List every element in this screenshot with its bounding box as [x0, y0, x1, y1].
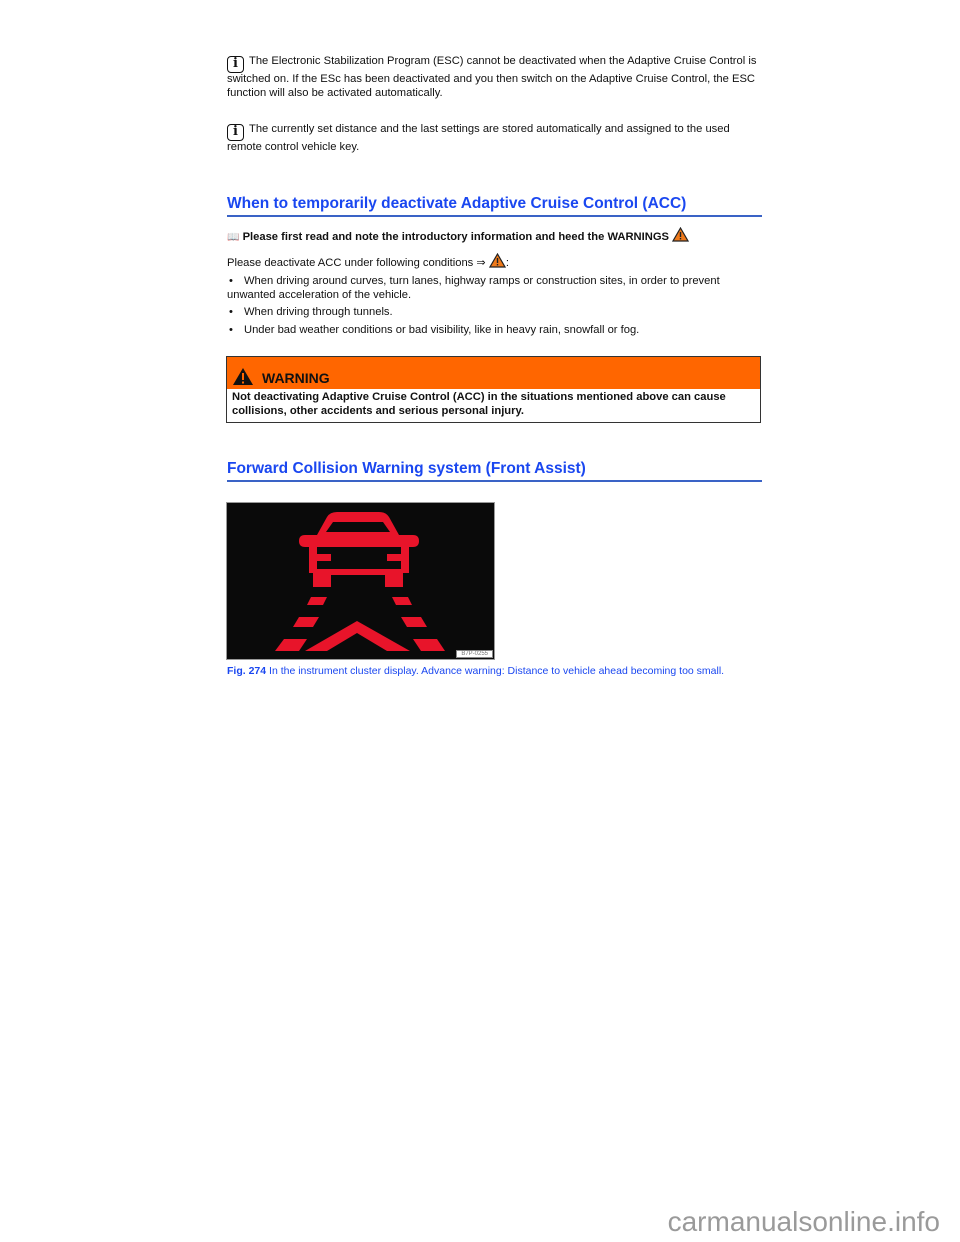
lane-dash: [392, 597, 412, 605]
car-roof: [317, 512, 399, 535]
list-item: • When driving through tunnels.: [227, 306, 762, 320]
note-text: The Electronic Stabilization Program (ESC) cannot be deactivated when the Adaptive Cruise Control is switched on. If the ESc has been deactivated and you then switch on the Adaptive Cruise Control, the ESC function will also be activated automatically.: [227, 55, 757, 99]
lane-dash: [293, 617, 319, 627]
lead-suffix: :: [505, 257, 509, 269]
note-text: The currently set distance and the last settings are stored automatically and assigned to the used remote control vehicle key.: [227, 123, 730, 153]
warning-triangle-icon[interactable]: [489, 253, 506, 268]
bullet-text: Under bad weather conditions or bad visibility, like in heavy rain, snowfall or fog.: [244, 324, 640, 336]
section-heading: When to temporarily deactivate Adaptive Cruise Control (ACC): [227, 195, 762, 217]
warning-box: [226, 356, 761, 423]
figure-label: Fig. 274: [227, 665, 267, 677]
lead-text: Please deactivate ACC under following conditions ⇒: [227, 257, 486, 269]
intro-line: [227, 227, 762, 245]
bullet-text: When driving through tunnels.: [244, 306, 393, 318]
lane-dash: [401, 617, 427, 627]
section-heading: Forward Collision Warning system (Front Assist): [227, 460, 762, 482]
car-body: [299, 535, 419, 587]
lane-dash: [413, 639, 445, 651]
info-note: [227, 55, 762, 100]
warning-text: Not deactivating Adaptive Cruise Control (ACC) in the situations mentioned above can cause collisions, other accidents and serious personal injury.: [232, 391, 726, 417]
warning-title: WARNING: [262, 370, 330, 386]
warning-header: [227, 357, 760, 389]
list-item: • When driving around curves, turn lanes, highway ramps or construction sites, in order to prevent unwanted acceleration of the vehicle.: [227, 275, 762, 302]
collision-warning-symbol: [227, 503, 494, 659]
warning-triangle-icon: [672, 227, 689, 242]
list-item: • Under bad weather conditions or bad visibility, like in heavy rain, snowfall or fog.: [227, 324, 762, 338]
caption-text: In the instrument cluster display. Advance warning: Distance to vehicle ahead becoming too small.: [269, 665, 725, 677]
info-icon: i: [227, 124, 244, 141]
warning-icon: [232, 367, 254, 386]
warning-chevron: [305, 621, 410, 651]
front-assist-figure: [226, 502, 495, 660]
lead-line: [227, 253, 762, 271]
intro-text: Please first read and note the introductory information and heed the WARNINGS: [242, 231, 669, 243]
book-icon: 📖: [227, 232, 240, 243]
figure-code: B7P-0255: [456, 650, 493, 658]
info-icon: i: [227, 56, 244, 73]
watermark: carmanualsonline.info: [667, 1206, 940, 1237]
figure-caption: [227, 665, 724, 677]
info-note: [227, 123, 762, 155]
lane-dash: [307, 597, 327, 605]
bullet-text: When driving around curves, turn lanes, highway ramps or construction sites, in order to prevent unwanted acceleration of the vehicle.: [227, 275, 720, 301]
lane-dash: [275, 639, 307, 651]
